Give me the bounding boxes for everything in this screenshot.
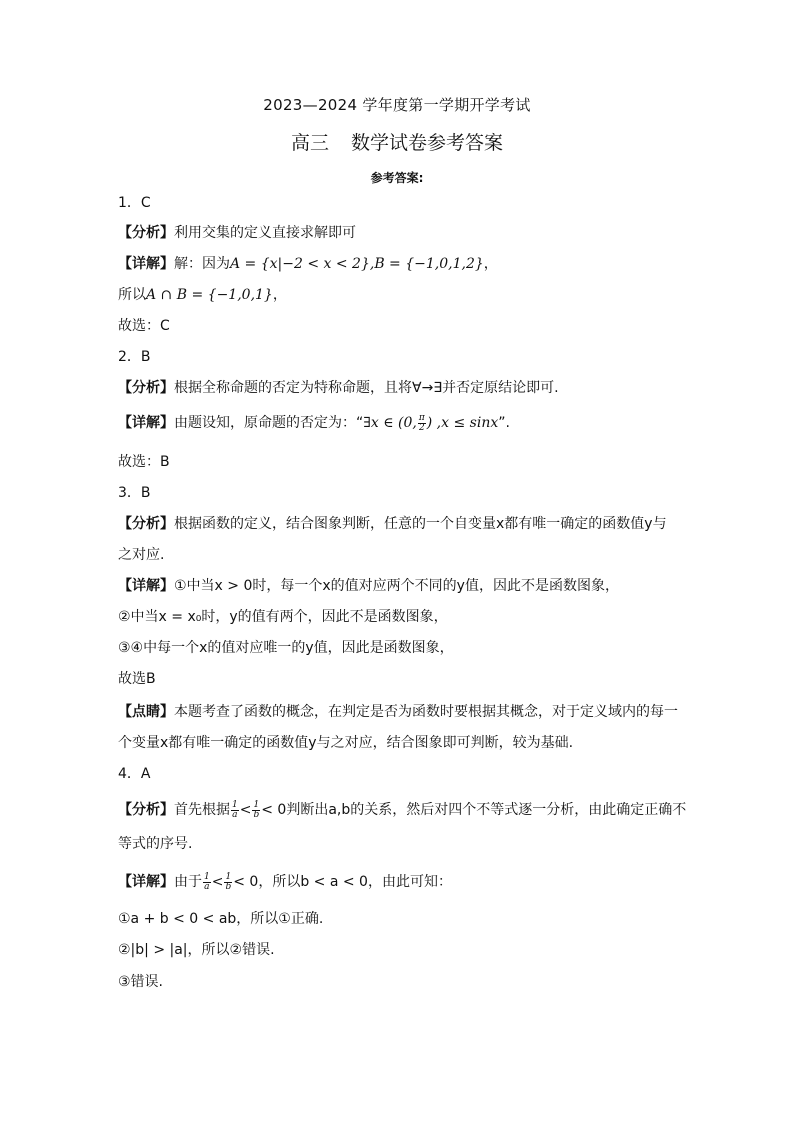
comment-tag: 【点睛】 xyxy=(118,704,174,720)
one-over-a-fraction: $\frac{1}{a}$ xyxy=(204,871,210,892)
q3-analysis-line-2: 之对应. xyxy=(118,547,165,563)
q4-analysis-line-1: 【分析】首先根据 $\frac{1}{a}$ < $\frac{1}{b}$ < 0判断出a,b的关系，然后对四个不等式逐一分析，由此确定正确不 xyxy=(118,799,687,820)
q4-answer: 4．A xyxy=(118,766,151,782)
q3-analysis-line-1: 【分析】根据函数的定义，结合图象判断，任意的一个自变量x都有唯一确定的函数值y与 xyxy=(118,516,667,532)
exam-title: 2023—2024 学年度第一学期开学考试 xyxy=(263,96,531,114)
q3-choice: 故选B xyxy=(118,671,156,687)
q2-choice: 故选：B xyxy=(118,454,170,470)
q1-intersection-formula: A ∩ B = {−1,0,1} xyxy=(146,287,273,303)
q4-detail-line-3: ②|b| > |a|，所以②错误. xyxy=(118,942,275,958)
q1-detail-line-2: 所以A ∩ B = {−1,0,1}， xyxy=(118,287,287,303)
q4-detail-line-1: 【详解】由于 $\frac{1}{a}$ < $\frac{1}{b}$ < 0，所以b < a < 0，由此可知： xyxy=(118,871,452,892)
analysis-tag: 【分析】 xyxy=(118,380,174,396)
pi-over-2-fraction: $\frac{\pi}{2}$ xyxy=(418,412,425,433)
q4-analysis-line-2: 等式的序号. xyxy=(118,836,193,852)
q2-detail-line-1: 【详解】由题设知，原命题的否定为：“∃x ∈ (0, $\frac{\pi}{2}$ ) ,x ≤ sinx”. xyxy=(118,412,510,433)
q2-answer: 2．B xyxy=(118,349,151,365)
one-over-b-fraction: $\frac{1}{b}$ xyxy=(225,871,232,892)
q3-comment-line-2: 个变量x都有唯一确定的函数值y与之对应，结合图象即可判断，较为基础. xyxy=(118,735,574,751)
q1-choice: 故选：C xyxy=(118,318,170,334)
q2-analysis xyxy=(118,378,559,398)
grade-label: 高三 xyxy=(290,132,329,154)
paper-title xyxy=(0,128,794,155)
detail-tag: 【详解】 xyxy=(118,874,174,890)
q4-detail-line-2: ①a + b < 0 < ab，所以①正确. xyxy=(118,911,324,927)
one-over-b-fraction: $\frac{1}{b}$ xyxy=(253,799,260,820)
detail-tag: 【详解】 xyxy=(118,578,174,594)
paper-name: 数学试卷参考答案 xyxy=(351,132,504,154)
detail-tag: 【详解】 xyxy=(118,256,174,272)
q1-sets-formula: A = {x|−2 < x < 2},B = {−1,0,1,2} xyxy=(230,256,484,272)
q4-detail-line-4: ③错误. xyxy=(118,974,164,990)
analysis-tag: 【分析】 xyxy=(118,225,174,241)
q1-analysis xyxy=(118,223,356,243)
q3-detail-line-2: ②中当x = x₀时，y的值有两个，因此不是函数图象， xyxy=(118,609,448,625)
one-over-a-fraction: $\frac{1}{a}$ xyxy=(232,799,238,820)
q1-analysis-text: 利用交集的定义直接求解即可 xyxy=(174,225,356,241)
q3-answer: 3．B xyxy=(118,485,151,501)
q2-analysis-text: 根据全称命题的否定为特称命题，且将∀→∃并否定原结论即可. xyxy=(174,380,559,396)
detail-tag: 【详解】 xyxy=(118,415,174,431)
q3-detail-line-1: 【详解】①中当x > 0时，每一个x的值对应两个不同的y值，因此不是函数图象， xyxy=(118,578,619,594)
analysis-tag: 【分析】 xyxy=(118,802,174,818)
q1-detail-line-1: 【详解】解：因为A = {x|−2 < x < 2},B = {−1,0,1,2}， xyxy=(118,256,498,272)
q3-comment-line-1: 【点睛】本题考查了函数的概念，在判定是否为函数时要根据其概念，对于定义域内的每一 xyxy=(118,704,678,720)
q3-detail-line-3: ③④中每一个x的值对应唯一的y值，因此是函数图象， xyxy=(118,640,454,656)
q1-answer: 1．C xyxy=(118,195,151,211)
answer-key-heading: 参考答案: xyxy=(370,171,424,185)
analysis-tag: 【分析】 xyxy=(118,516,174,532)
